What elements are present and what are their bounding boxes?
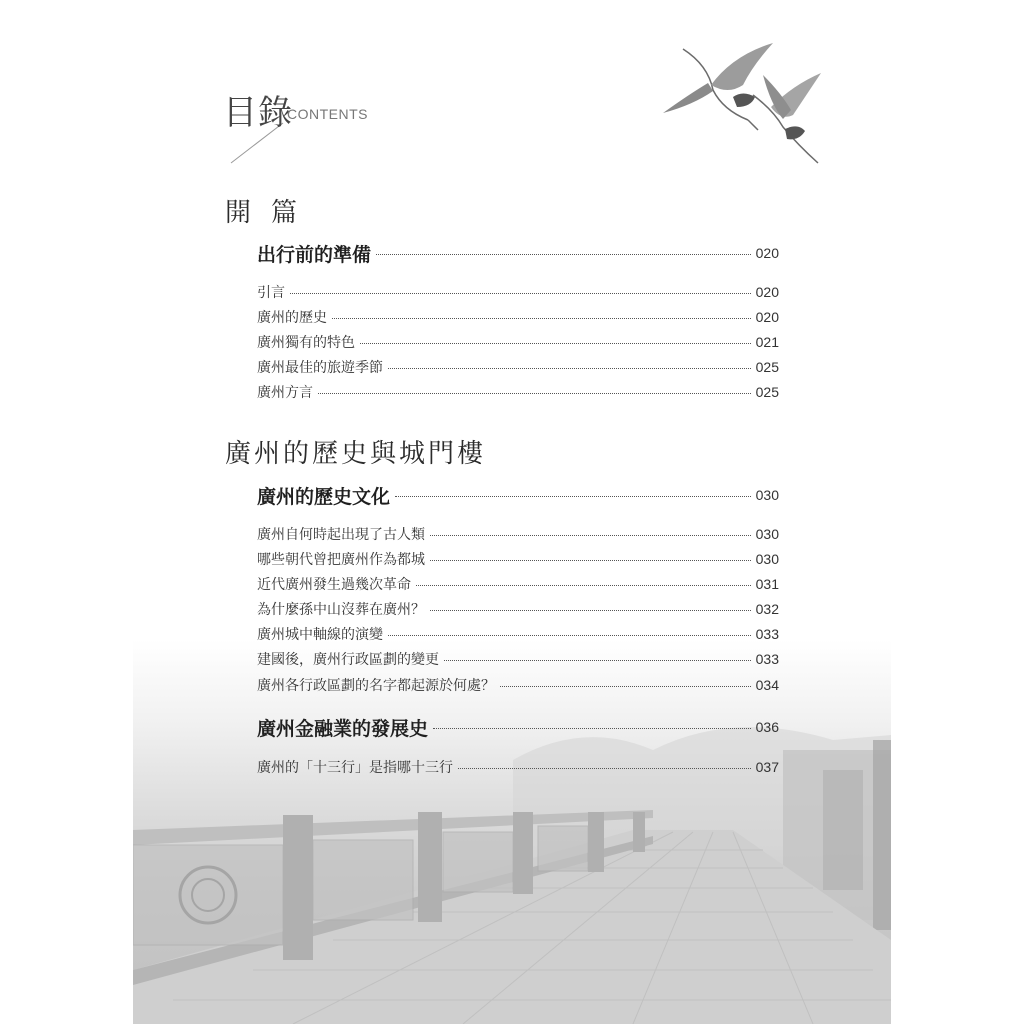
item-title: 引言	[257, 285, 285, 301]
chapter-title: 廣州的歷史文化	[257, 485, 391, 508]
page-number: 036	[755, 719, 779, 735]
toc-header	[223, 85, 463, 165]
dot-leader	[318, 393, 751, 394]
toc-chapter-row[interactable]	[257, 715, 779, 739]
toc-chapter-row[interactable]	[257, 241, 779, 265]
dot-leader	[388, 368, 751, 369]
item-title: 廣州獨有的特色	[257, 335, 355, 351]
page-subtitle: CONTENTS	[287, 106, 368, 122]
page-number: 020	[755, 284, 779, 300]
page-number: 037	[755, 759, 779, 775]
toc-item-row[interactable]	[257, 622, 779, 646]
page-number: 033	[755, 651, 779, 667]
background-photo	[133, 640, 891, 1024]
toc-item-row[interactable]	[257, 305, 779, 329]
item-title: 廣州的「十三行」是指哪十三行	[257, 760, 453, 776]
page-number: 034	[755, 677, 779, 693]
chapter-title: 廣州金融業的發展史	[257, 717, 429, 740]
page-number: 020	[755, 309, 779, 325]
item-title: 廣州方言	[257, 385, 313, 401]
page-number: 025	[755, 384, 779, 400]
toc-item-row[interactable]	[257, 280, 779, 304]
toc-item-row[interactable]	[257, 547, 779, 571]
page-number: 025	[755, 359, 779, 375]
toc-chapter-row[interactable]	[257, 483, 779, 507]
item-title: 廣州自何時起出現了古人類	[257, 527, 425, 543]
dot-leader	[416, 585, 751, 586]
page-number: 033	[755, 626, 779, 642]
dot-leader	[395, 496, 751, 497]
dot-leader	[430, 535, 751, 536]
bridge-walkway-image	[133, 640, 891, 1024]
toc-item-row[interactable]	[257, 380, 779, 404]
part-title: 開篇	[225, 198, 318, 228]
page-number: 032	[755, 601, 779, 617]
dot-leader	[444, 660, 751, 661]
toc-item-row[interactable]	[257, 330, 779, 354]
toc-item-row[interactable]	[257, 755, 779, 779]
chapter-title: 出行前的準備	[257, 243, 372, 266]
dot-leader	[458, 768, 751, 769]
toc-item-row[interactable]	[257, 597, 779, 621]
page-number: 030	[755, 487, 779, 503]
dot-leader	[360, 343, 751, 344]
item-title: 廣州的歷史	[257, 310, 327, 326]
dot-leader	[388, 635, 751, 636]
item-title: 近代廣州發生過幾次革命	[257, 577, 411, 593]
page-number: 030	[755, 551, 779, 567]
item-title: 為什麼孫中山沒葬在廣州？	[257, 602, 425, 618]
toc-item-row[interactable]	[257, 572, 779, 596]
toc-item-row[interactable]	[257, 355, 779, 379]
toc-item-row[interactable]	[257, 673, 779, 697]
toc-item-row[interactable]	[257, 647, 779, 671]
dot-leader	[430, 560, 751, 561]
dot-leader	[433, 728, 751, 729]
item-title: 廣州城中軸線的演變	[257, 627, 383, 643]
part-title: 廣州的歷史與城門樓	[225, 439, 487, 469]
dot-leader	[290, 293, 751, 294]
item-title: 廣州最佳的旅遊季節	[257, 360, 383, 376]
cranes-illustration	[653, 35, 833, 170]
dot-leader	[332, 318, 751, 319]
item-title: 哪些朝代曾把廣州作為都城	[257, 552, 425, 568]
page-number: 021	[755, 334, 779, 350]
page-number: 020	[755, 245, 779, 261]
dot-leader	[376, 254, 751, 255]
item-title: 廣州各行政區劃的名字都起源於何處？	[257, 678, 495, 694]
toc-item-row[interactable]	[257, 522, 779, 546]
toc-page	[133, 0, 891, 1024]
dot-leader	[430, 610, 751, 611]
dot-leader	[500, 686, 751, 687]
page-number: 030	[755, 526, 779, 542]
page-number: 031	[755, 576, 779, 592]
item-title: 建國後，廣州行政區劃的變更	[257, 652, 439, 668]
page-title: 目錄	[223, 93, 293, 133]
